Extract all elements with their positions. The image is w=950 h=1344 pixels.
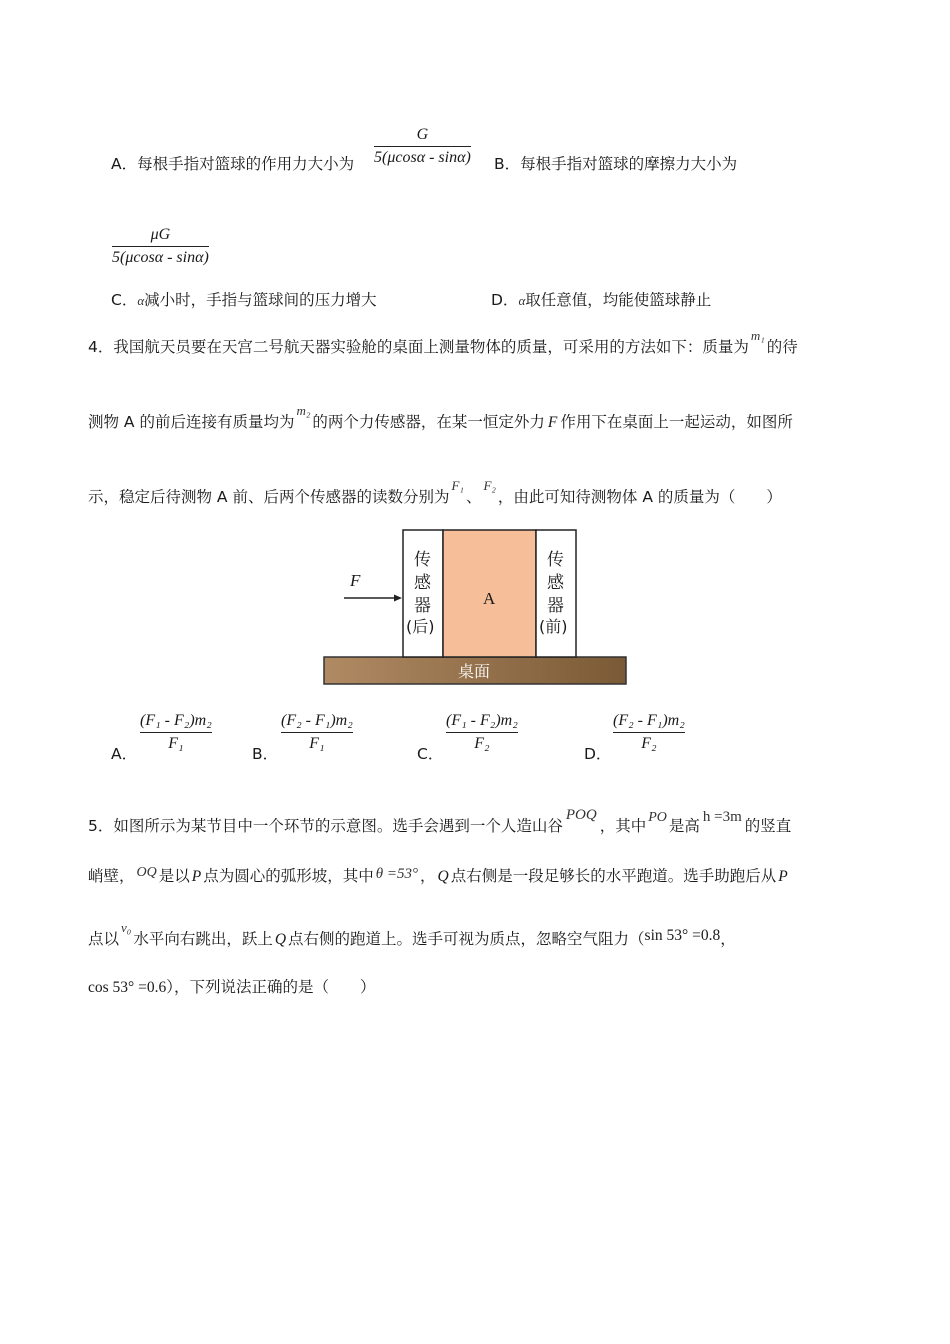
q5-line2-start: 峭壁， [88,867,135,885]
block-a-label: A [483,589,496,608]
q4-line2-F: F [547,414,558,431]
q4-option-a-denominator: F₁ [168,735,184,752]
q5-line1-mid2: 是高 [668,817,700,835]
q4-option-d-denominator: F₂ [641,735,657,752]
q3-option-a-denominator: 5(μcosα - sinα) [374,149,471,166]
q4-line3-symbol-2: F₂ [483,478,496,493]
q3-option-b-fraction [112,226,209,267]
q5-line1-symbol-2: PO [648,810,667,825]
q3-option-a-fraction [374,126,471,167]
q3-option-c [111,288,377,310]
q5-line4-symbol: cos 53° =0.6 [88,979,167,996]
q5-stem-line-4 [88,975,376,997]
q5-line3-mid2: 点右侧的跑道上。选手可视为质点，忽略空气阻力（ [288,930,645,948]
q3-option-c-prefix: C． [111,291,138,309]
q4-option-c-fraction [446,712,518,753]
front-sensor-char-1: 传 [547,550,564,570]
q3-option-b-label: B．每根手指对篮球的摩擦力大小为 [494,155,738,173]
q4-option-b-label: B． [252,745,279,763]
rear-sensor-char-2: 感 [414,573,431,593]
q4-line3-end: ，由此可知待测物体 A 的质量为（ ） [497,488,782,506]
q3-option-d-symbol: α [518,293,526,308]
q5-line1-symbol-3: h =3m [702,809,742,825]
q5-line2-P: P [191,868,202,885]
q4-line1-end: 的待 [766,338,798,356]
q4-line1-symbol: m₁ [750,328,765,343]
q4-sensor-diagram [320,527,632,687]
q5-line3-start: 点以 [88,930,120,948]
rear-sensor-char-4: (后) [406,617,435,636]
q3-option-a-numerator: G [416,126,429,143]
q3-option-d [491,288,711,310]
q5-line1-end: 的竖直 [744,817,792,835]
q5-stem-line-2 [88,864,788,886]
q5-line3-Q: Q [274,931,287,948]
q4-option-d-fraction [613,712,685,753]
q4-option-b-denominator: F₁ [309,735,325,752]
q5-line2-symbol-2: θ =53° [375,866,418,882]
q5-line2-sep: ， [420,867,436,885]
q3-option-a-label: A．每根手指对篮球的作用力大小为 [111,155,355,173]
rear-sensor-char-3: 器 [414,596,431,616]
q3-option-b-denominator: 5(μcosα - sinα) [112,249,209,266]
table-label: 桌面 [458,662,491,681]
force-arrow-head [394,595,402,602]
q4-stem-line-3 [88,478,782,507]
q4-line3-symbol-1: F₁ [451,478,464,493]
q4-option-c-denominator: F₂ [474,735,490,752]
q5-line3-mid: 水平向右跳出，跃上 [133,930,273,948]
q4-stem-line-1 [88,328,798,357]
q4-option-c-numerator: (F₁ - F₂)m₂ [446,712,518,729]
q4-option-d-label: D． [584,745,612,763]
q5-line3-symbol-2: sin 53° =0.8 [644,927,721,944]
q4-option-b-numerator: (F₂ - F₁)m₂ [281,712,353,729]
q3-option-d-prefix: D． [491,291,519,309]
q5-stem-line-3 [88,920,736,949]
q5-line2-P2: P [778,868,788,885]
q5-line2-Q: Q [437,868,449,885]
q4-line2-mid: 的两个力传感器，在某一恒定外力 [312,413,545,431]
q4-line3-text: 示，稳定后待测物 A 前、后两个传感器的读数分别为 [88,488,450,506]
q4-line2-text: 测物 A 的前后连接有质量均为 [88,413,295,431]
q5-line2-mid3: 点右侧是一段足够长的水平跑道。选手助跑后从 [450,867,777,885]
q4-option-c-label: C． [417,745,444,763]
q4-stem-line-2 [88,403,793,432]
q4-option-a-numerator: (F₁ - F₂)m₂ [140,712,212,729]
q5-line1-mid: ，其中 [599,817,647,835]
q5-line3-symbol-1: v₀ [121,920,132,935]
q4-line1-text: 4．我国航天员要在天宫二号航天器实验舱的桌面上测量物体的质量，可采用的方法如下：质量为 [88,338,749,356]
q5-line2-mid: 是以 [158,867,190,885]
front-sensor-char-4: (前) [539,617,568,636]
q4-line3-sep: 、 [465,488,482,506]
front-sensor-char-2: 感 [547,573,564,593]
q5-line4-end: ），下列说法正确的是（ ） [166,978,376,996]
q5-line3-end: ， [720,930,736,948]
q4-line2-symbol: m₂ [296,403,311,418]
q4-option-b-fraction [281,712,353,753]
q5-line2-mid2: 点为圆心的弧形坡，其中 [203,867,374,885]
q5-line2-symbol-1: OQ [136,865,157,880]
front-sensor-char-3: 器 [547,596,564,616]
q3-option-b-numerator: μG [150,226,171,243]
force-label: F [350,571,361,590]
rear-sensor-char-1: 传 [414,550,431,570]
q5-line1-text: 5．如图所示为某节目中一个环节的示意图。选手会遇到一个人造山谷 [88,817,563,835]
q4-option-a-label: A． [111,745,138,763]
q4-line2-end: 作用下在桌面上一起运动，如图所 [560,413,793,431]
q3-option-c-text: 减小时，手指与篮球间的压力增大 [144,291,377,309]
q5-line1-symbol-1: POQ [565,807,597,823]
q4-option-a-fraction [140,712,212,753]
q4-option-d-numerator: (F₂ - F₁)m₂ [613,712,685,729]
q3-option-c-symbol: α [137,293,145,308]
q3-option-d-text: 取任意值，均能使篮球静止 [525,291,712,309]
q5-stem-line-1 [88,807,792,836]
